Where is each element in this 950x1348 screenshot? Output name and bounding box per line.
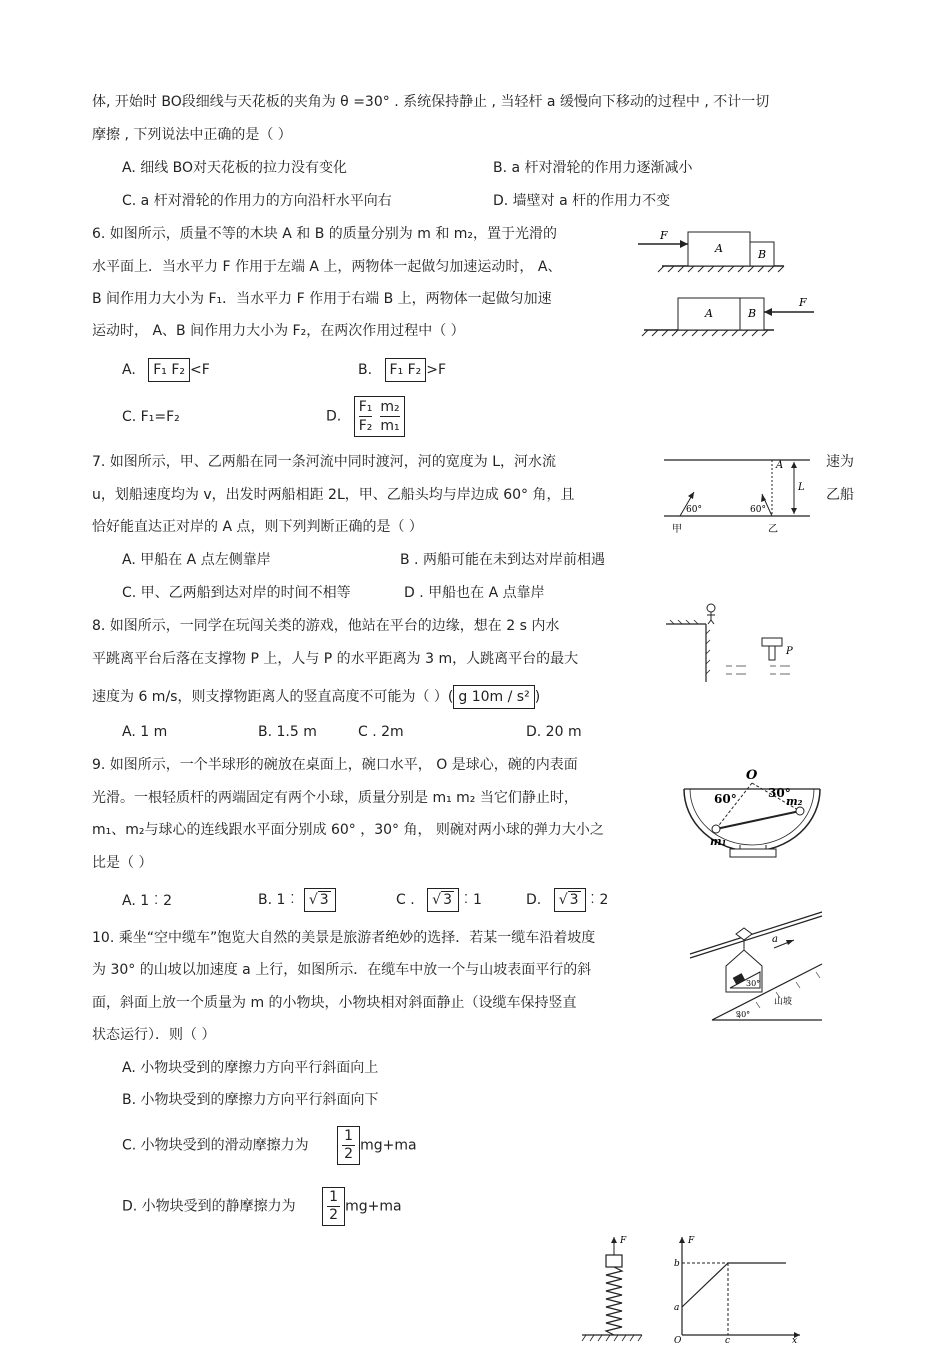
- q9-option-b-sqrt: √ 3: [304, 888, 336, 912]
- q11-fig-value-a: a: [674, 1303, 680, 1313]
- q10-option-d-fraction: $\frac{1}{2}$: [322, 1187, 345, 1226]
- q10-option-d: D. 小物块受到的静摩擦力为 $\frac{1}{2}$ mg+ma: [122, 1187, 402, 1226]
- q10-line1: 10. 乘坐“空中缆车”饱览大自然的美景是旅游者绝妙的选择．若某一缆车沿着坡度: [92, 930, 596, 946]
- q9-line1: 9. 如图所示，一个半球形的碗放在桌面上，碗口水平， O 是球心，碗的内表面: [92, 757, 578, 773]
- q8-figure: [664, 600, 816, 684]
- q9-line3: m₁、m₂与球心的连线跟水平面分别成 60° ，30° 角， 则碗对两小球的弹力大小之: [92, 822, 604, 838]
- q8-line2: 平跳离平台后落在支撑物 P 上，人与 P 的水平距离为 3 m，人跳离平台的最大: [92, 651, 579, 667]
- q11-fig-origin-o: O: [674, 1336, 682, 1344]
- q9-option-d-sqrt: √ 3: [554, 888, 586, 912]
- q9-option-b: B. 1︰ √ 3: [258, 888, 336, 912]
- q7-fig-angle-yi: 60°: [750, 505, 766, 515]
- q7-option-b: B . 两船可能在未到达对岸前相遇: [400, 552, 605, 568]
- q7-line3: 恰好能直达正对岸的 A 点，则下列判断正确的是（ ）: [92, 519, 423, 535]
- q10-option-b: B. 小物块受到的摩擦力方向平行斜面向下: [122, 1092, 379, 1108]
- q8-option-d: D. 20 m: [526, 724, 582, 740]
- q6-line4: 运动时， A、B 间作用力大小为 F₂，在两次作用过程中（ ）: [92, 323, 465, 339]
- q7-fig-angle-jia: 60°: [686, 505, 702, 515]
- q5-line2: 摩擦 , 下列说法中正确的是（ ）: [92, 127, 292, 143]
- q10-figure: [676, 892, 828, 1028]
- q11-fig-spring-force: F: [620, 1236, 627, 1246]
- q7-fig-boat-jia: 甲: [672, 524, 682, 535]
- q5-option-d: D. 墙壁对 a 杆的作用力不变: [493, 193, 671, 209]
- q6-option-a: A. F₁ F₂ <F: [122, 358, 210, 382]
- q8-gravity-box: g 10m / s²: [453, 685, 534, 709]
- q6-option-b: B. F₁ F₂ >F: [358, 358, 446, 382]
- q9-fig-angle-60: 60°: [714, 792, 737, 806]
- q7-line1-right: 速为: [826, 454, 854, 470]
- q6-option-a-box: F₁ F₂: [148, 358, 190, 382]
- q11-fig-axis-x: x: [792, 1336, 798, 1344]
- q8-option-c: C . 2m: [358, 724, 404, 740]
- q7-line2: u，划船速度均为 v，出发时两船相距 2L，甲、乙船头均与岸边成 60° 角，且: [92, 487, 575, 503]
- q9-figure: [680, 765, 825, 861]
- q9-option-d: D. √ 3 ︰2: [526, 888, 608, 912]
- q6-fig-force-label-top: F: [660, 229, 668, 242]
- q10-option-a: A. 小物块受到的摩擦力方向平行斜面向上: [122, 1060, 379, 1076]
- q9-fig-ball-m1: m₁: [710, 835, 727, 848]
- q6-option-d-ratio: F₁ F₂ m₂ m₁: [354, 396, 405, 437]
- q11-figure: [578, 1233, 806, 1344]
- q6-fig-block-b-top: B: [758, 248, 767, 261]
- q11-fig-value-c: c: [725, 1336, 731, 1344]
- q10-line3: 面，斜面上放一个质量为 m 的小物块，小物块相对斜面静止（设缆车保持竖直: [92, 995, 577, 1011]
- q10-fig-incline-angle: 30°: [746, 979, 761, 988]
- q6-line1: 6. 如图所示，质量不等的木块 A 和 B 的质量分别为 m 和 m₂，置于光滑的: [92, 226, 558, 242]
- q9-option-c: C . √ 3 ︰1: [396, 888, 482, 912]
- q6-fig-block-a-bottom: A: [705, 307, 713, 320]
- q9-line4: 比是（ ）: [92, 855, 153, 871]
- q6-fig-block-a-top: A: [715, 242, 723, 255]
- q10-option-c: C. 小物块受到的滑动摩擦力为 $\frac{1}{2}$ mg+ma: [122, 1126, 417, 1165]
- q10-fig-slope-angle: 30°: [736, 1010, 751, 1019]
- q7-fig-point-a: A: [776, 460, 784, 471]
- q8-line1: 8. 如图所示，一同学在玩闯关类的游戏，他站在平台的边缘，想在 2 s 内水: [92, 618, 560, 634]
- q7-fig-width-l: L: [798, 482, 805, 493]
- q10-line2: 为 30° 的山坡以加速度 a 上行，如图所示．在缆车中放一个与山坡表面平行的斜: [92, 962, 592, 978]
- q9-fig-angle-30: 30°: [768, 786, 791, 800]
- q9-fig-center-o: O: [746, 768, 758, 783]
- q6-line2: 水平面上．当水平力 F 作用于左端 A 上，两物体一起做匀加速运动时， A、: [92, 259, 562, 275]
- q10-fig-acceleration-a: a: [772, 934, 778, 945]
- q11-fig-value-b: b: [674, 1259, 680, 1269]
- q10-line4: 状态运行）．则（ ）: [92, 1027, 216, 1043]
- q9-fig-ball-m2: m₂: [786, 795, 803, 808]
- q6-figure: [634, 224, 819, 342]
- q7-figure: [662, 452, 812, 540]
- q10-fig-slope-label: 山坡: [774, 997, 793, 1007]
- q9-line2: 光滑。一根轻质杆的两端固定有两个小球，质量分别是 m₁ m₂ 当它们静止时，: [92, 790, 578, 806]
- q5-option-b: B. a 杆对滑轮的作用力逐渐减小: [493, 160, 693, 176]
- q6-option-b-box: F₁ F₂: [385, 358, 427, 382]
- q5-option-a: A. 细线 BO对天花板的拉力没有变化: [122, 160, 348, 176]
- q7-option-d: D . 甲船也在 A 点靠岸: [404, 585, 545, 601]
- q8-line3: 速度为 6 m/s，则支撑物距离人的竖直高度不可能为（ ）( g 10m / s² ): [92, 685, 540, 709]
- q7-option-a: A. 甲船在 A 点左侧靠岸: [122, 552, 271, 568]
- q6-fig-force-label-bottom: F: [799, 296, 807, 309]
- q9-option-a: A. 1︰2: [122, 893, 173, 909]
- q7-fig-boat-yi: 乙: [768, 524, 778, 535]
- q7-line2-right: 乙船: [826, 487, 854, 503]
- q6-option-c: C. F₁=F₂: [122, 409, 180, 425]
- q6-line3: B 间作用力大小为 F₁．当水平力 F 作用于右端 B 上，两物体一起做匀加速: [92, 291, 552, 307]
- q11-fig-axis-f: F: [688, 1236, 695, 1246]
- q5-option-c: C. a 杆对滑轮的作用力的方向沿杆水平向右: [122, 193, 392, 209]
- q8-option-b: B. 1.5 m: [258, 724, 317, 740]
- q7-option-c: C. 甲、乙两船到达对岸的时间不相等: [122, 585, 351, 601]
- q8-option-a: A. 1 m: [122, 724, 168, 740]
- q8-fig-support-p: P: [786, 646, 793, 657]
- q7-line1: 7. 如图所示，甲、乙两船在同一条河流中同时渡河，河的宽度为 L，河水流: [92, 454, 557, 470]
- q5-line1: 体, 开始时 BO段细线与天花板的夹角为 θ =30° . 系统保持静止 , 当轻杆 a 缓慢向下移动的过程中 , 不计一切: [92, 94, 770, 110]
- q10-option-c-fraction: $\frac{1}{2}$: [337, 1126, 360, 1165]
- q9-option-c-sqrt: √ 3: [427, 888, 459, 912]
- q6-fig-block-b-bottom: B: [748, 307, 757, 320]
- q6-option-d: D. F₁ F₂ m₂ m₁: [326, 396, 405, 437]
